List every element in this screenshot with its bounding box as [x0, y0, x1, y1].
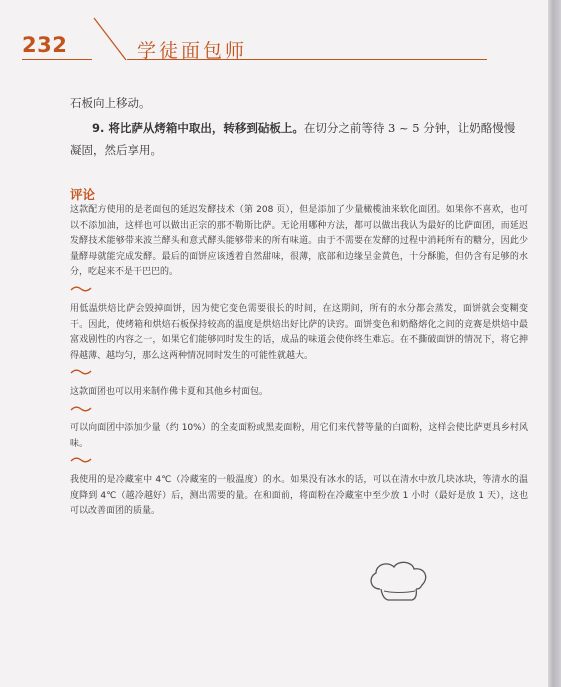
book-spine — [548, 0, 561, 687]
tilde-divider-icon — [70, 456, 92, 464]
step-9 — [70, 117, 525, 161]
review-paragraph-2: 用低温烘焙比萨会毁掉面饼，因为使它变色需要很长的时间，在这期间，所有的水分都会蒸发，面饼就会变糊变干。因此，使烤箱和烘焙石板保持较高的温度是烘焙出好比萨的诀窍。面饼变色和奶酪熔化之间的竞赛是烘焙中最富戏剧性的内容之一，如果它们能够同时发生的话，成品的味道会使你终生难忘。在不撕破面饼的情况下，将它抻得越薄、越均匀，那么这两种情况同时发生的可能性就越大。 — [70, 304, 528, 361]
header-rule-left — [22, 59, 92, 60]
step-continuation: 石板向上移动。 — [70, 96, 151, 110]
chef-hat-icon — [366, 559, 432, 603]
page-number: 232 — [22, 33, 68, 57]
review-title: 评论 — [70, 187, 96, 202]
review-paragraph-4: 可以向面团中添加少量（约 10%）的全麦面粉或黑麦面粉，用它们来代替等量的白面粉，这样会使比萨更具乡村风味。 — [70, 423, 528, 449]
tilde-divider-icon — [70, 285, 92, 293]
header-slash-icon — [92, 16, 136, 62]
step-9-label: 9. 将比萨从烤箱中取出，转移到砧板上。 — [92, 121, 304, 135]
review-paragraph-3: 这款面团也可以用来制作佛卡夏和其他乡村面包。 — [70, 387, 269, 397]
review-paragraph-1: 这款配方使用的是老面包的延迟发酵技术（第 208 页），但是添加了少量橄榄油来软化面团。如果你不喜欢，也可以不添加油，这样也可以做出正宗的那不勒斯比萨。无论用哪种方法，都可以做出我认为最好的比萨面团，而延迟发酵技术能够带来波兰酵头和意式酵头能够带来的所有味道。由于不需要在发酵的过程中消耗所有的糖分，因此少量酵母就能完成发酵。最后的面饼应该透着自然甜味，很薄，底部和边缘呈金黄色，十分酥脆，但仍含有足够的水分，吃起来不是干巴巴的。 — [70, 205, 528, 277]
tilde-divider-icon — [70, 405, 92, 413]
book-title: 学徒面包师 — [137, 40, 248, 62]
review-paragraph-5: 我使用的是冷藏室中 4℃（冷藏室的一般温度）的水。如果没有冰水的话，可以在清水中放几块冰块，等清水的温度降到 4℃（越冷越好）后，测出需要的量。在和面前，将面粉在冷藏室中至少放 1 小时（最好是放 1 天），这也可以改善面团的质量。 — [70, 475, 528, 516]
step-9-text: 在切分之前等待 3 ~ 5 分钟，让奶酪慢慢凝固，然后享用。 — [70, 121, 516, 157]
tilde-divider-icon — [70, 368, 92, 376]
